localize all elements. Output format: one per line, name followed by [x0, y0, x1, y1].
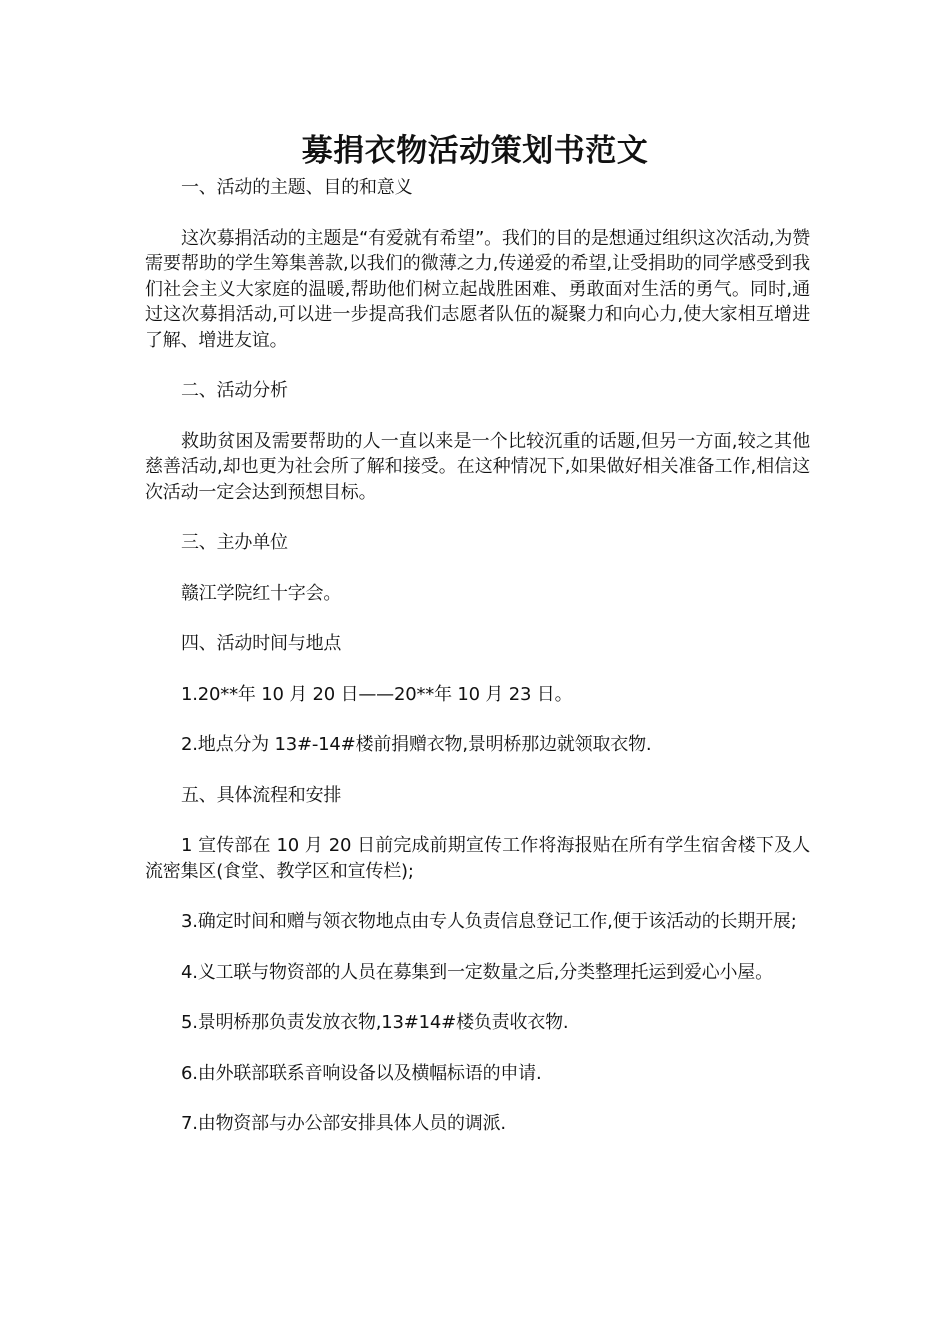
paragraph-location: 2.地点分为 13#-14#楼前捐赠衣物,景明桥那边就领取衣物.: [181, 734, 652, 755]
paragraph-analysis: 救助贫困及需要帮助的人一直以来是一个比较沉重的话题,但另一方面,较之其他慈善活动,却也更为社会所了解和接受。在这种情况下,如果做好相关准备工作,相信这次活动一定会达到预想目标。: [145, 430, 810, 503]
paragraph-step-3: 3.确定时间和赠与领衣物地点由专人负责信息登记工作,便于该活动的长期开展;: [181, 911, 797, 932]
section-heading-4: 四、活动时间与地点: [181, 633, 342, 654]
paragraph-step-1: 1 宣传部在 10 月 20 日前完成前期宣传工作将海报贴在所有学生宿舍楼下及人流密集区(食堂、教学区和宣传栏);: [145, 835, 810, 882]
paragraph-theme: 这次募捐活动的主题是“有爱就有希望”。我们的目的是想通过组织这次活动,为赞需要帮助的学生筹集善款,以我们的微薄之力,传递爱的希望,让受捐助的同学感受到我们社会主义大家庭的温暖,帮助他们树立起战胜困难、勇敢面对生活的勇气。同时,通过这次募捐活动,可以进一步提高我们志愿者队伍的凝聚力和向心力,使大家相互增进了解、增进友谊。: [145, 227, 810, 351]
document-body: [145, 175, 810, 1137]
section-heading-5: 五、具体流程和安排: [181, 784, 342, 806]
paragraph-step-6: 6.由外联部联系音响设备以及横幅标语的申请.: [181, 1062, 542, 1084]
paragraph-step-7: 7.由物资部与办公部安排具体人员的调派.: [181, 1113, 506, 1134]
paragraph-step-5: 5.景明桥那负责发放衣物,13#14#楼负责收衣物.: [181, 1012, 569, 1033]
section-heading-1: 一、活动的主题、目的和意义: [181, 177, 413, 198]
document-title: 募捐衣物活动策划书范文: [301, 133, 649, 169]
paragraph-time: 1.20**年 10 月 20 日——20**年 10 月 23 日。: [181, 683, 573, 705]
section-heading-2: 二、活动分析: [181, 380, 288, 401]
paragraph-step-4: 4.义工联与物资部的人员在募集到一定数量之后,分类整理托运到爱心小屋。: [181, 961, 773, 983]
paragraph-organizer: 赣江学院红十字会。: [181, 582, 342, 604]
section-heading-3: 三、主办单位: [181, 532, 288, 553]
